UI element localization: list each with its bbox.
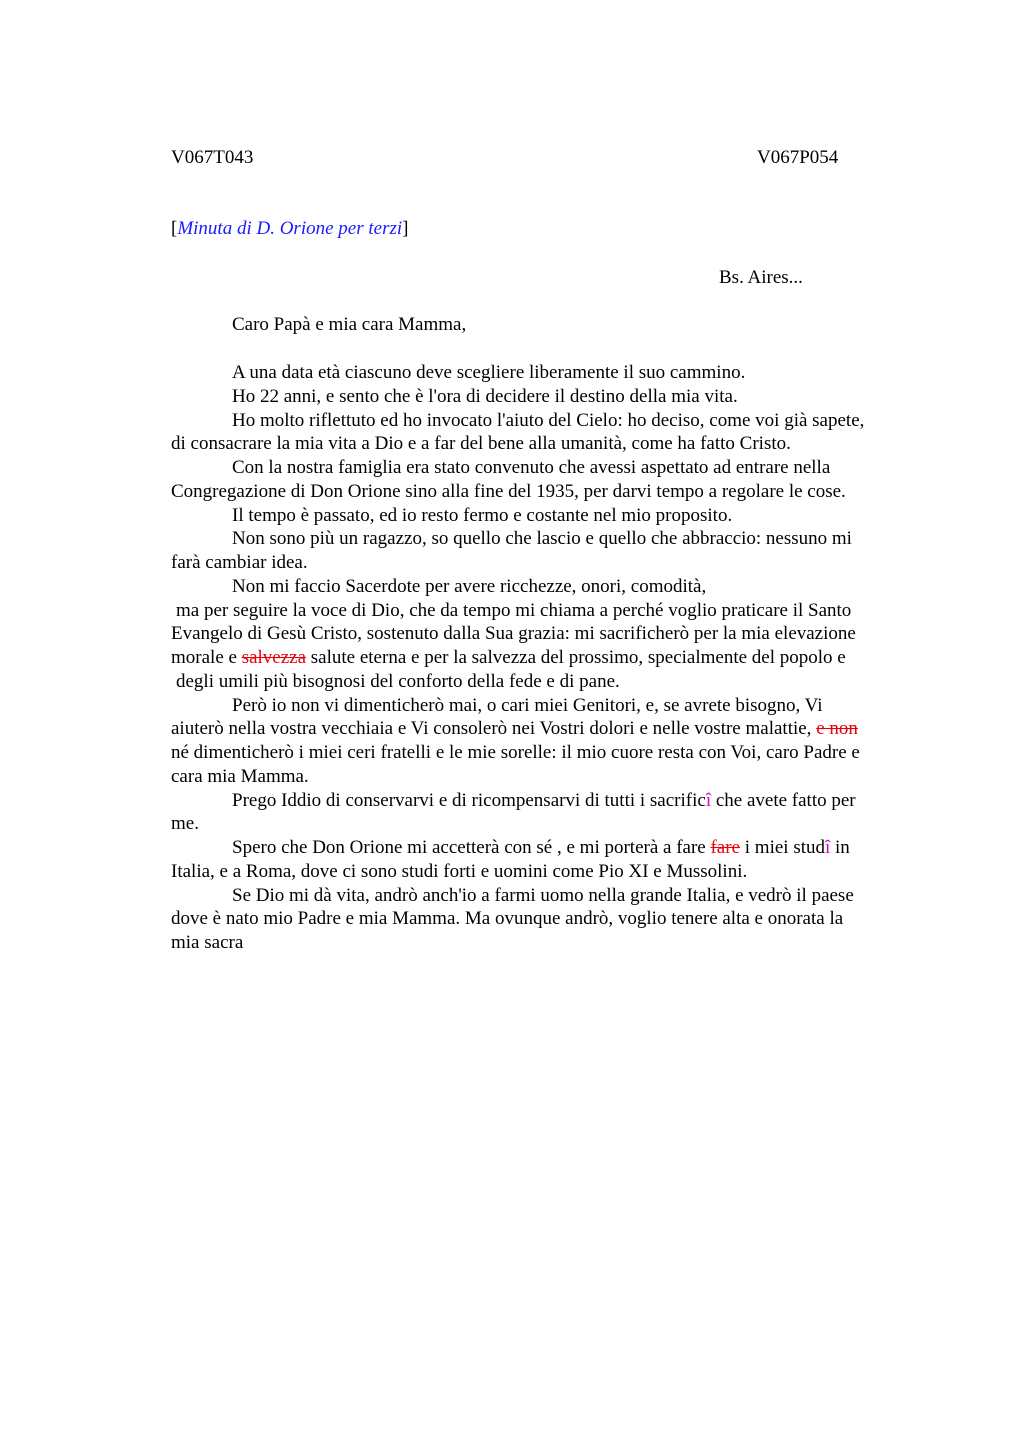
text-line: [171, 717, 931, 741]
deleted-word: e non: [816, 718, 858, 740]
text-line: né dimenticherò i miei ceri fratelli e le mie sorelle: il mio cuore resta con Voi, caro Padre e: [171, 742, 860, 763]
text-segment: i miei stud: [740, 837, 825, 858]
deleted-word: salvezza: [241, 647, 307, 668]
text-line: farà cambiar idea.: [171, 552, 308, 573]
text-segment: Spero che Don Orione mi accetterà con sé , e mi porterà a fare: [232, 837, 711, 858]
text-segment: morale e: [171, 647, 242, 668]
text-line: Congregazione di Don Orione sino alla fine del 1935, per darvi tempo a regolare le cose.: [171, 480, 846, 502]
heading-title: Minuta di D. Orione per terzi: [177, 218, 403, 239]
text-line: mia sacra: [171, 932, 244, 953]
document-code-left: V067T043: [171, 147, 254, 168]
text-line: degli umili più bisognosi del conforto della fede e di pane.: [176, 670, 620, 692]
text-line: Non mi faccio Sacerdote per avere ricchezze, onori, comodità,: [232, 575, 707, 597]
document-code-right: V067P054: [757, 147, 839, 168]
corrected-letter: î: [825, 837, 831, 858]
letter-body: [171, 361, 931, 955]
text-line: me.: [171, 813, 199, 835]
text-segment: aiuterò nella vostra vecchiaia e Vi consolerò nei Vostri dolori e nelle vostre malattie,: [171, 718, 817, 740]
text-line: Ho 22 anni, e sento che è l'ora di decidere il destino della mia vita.: [232, 385, 738, 407]
text-segment: salute eterna e per la salvezza del prossimo, specialmente del popolo e: [306, 647, 846, 668]
text-segment: Prego Iddio di conservarvi e di ricompensarvi di tutti i sacrific: [232, 789, 706, 811]
text-line: Però io non vi dimenticherò mai, o cari miei Genitori, e, se avrete bisogno, Vi: [232, 694, 823, 716]
corrected-letter: î: [705, 789, 712, 811]
text-line: Evangelo di Gesù Cristo, sostenuto dalla Sua grazia: mi sacrificherò per la mia elevazione: [171, 623, 856, 645]
text-line: cara mia Mamma.: [171, 765, 309, 787]
text-line: A una data età ciascuno deve scegliere liberamente il suo cammino.: [232, 362, 746, 383]
text-line: ma per seguire la voce di Dio, che da tempo mi chiama a perché voglio praticare il Santo: [176, 599, 852, 621]
text-line: [171, 646, 931, 670]
text-line: Il tempo è passato, ed io resto fermo e costante nel mio proposito.: [232, 504, 733, 526]
text-line: Se Dio mi dà vita, andrò anch'io a farmi uomo nella grande Italia, e vedrò il paese: [232, 884, 854, 906]
heading-open-bracket: [: [171, 218, 178, 239]
text-segment: che avete fatto per: [711, 789, 856, 811]
deleted-word: fare: [710, 837, 741, 858]
heading-close-bracket: ]: [402, 218, 409, 239]
text-line: Con la nostra famiglia era stato convenuto che avessi aspettato ad entrare nella: [232, 457, 831, 478]
text-line: dove è nato mio Padre e mia Mamma. Ma ovunque andrò, voglio tenere alta e onorata la: [171, 908, 844, 930]
text-line: di consacrare la mia vita a Dio e a far del bene alla umanità, come ha fatto Cristo.: [171, 433, 791, 455]
text-segment: in: [830, 837, 850, 858]
document-heading: [171, 217, 408, 241]
letter-place: Bs. Aires...: [719, 267, 803, 288]
text-line: [171, 789, 931, 813]
text-line: [171, 836, 931, 860]
text-line: Ho molto riflettuto ed ho invocato l'aiuto del Cielo: ho deciso, come voi già sapete,: [232, 409, 865, 431]
text-line: Non sono più un ragazzo, so quello che lascio e quello che abbraccio: nessuno mi: [232, 528, 852, 550]
text-line: Italia, e a Roma, dove ci sono studi forti e uomini come Pio XI e Mussolini.: [171, 860, 748, 882]
letter-salutation: Caro Papà e mia cara Mamma,: [232, 314, 467, 335]
